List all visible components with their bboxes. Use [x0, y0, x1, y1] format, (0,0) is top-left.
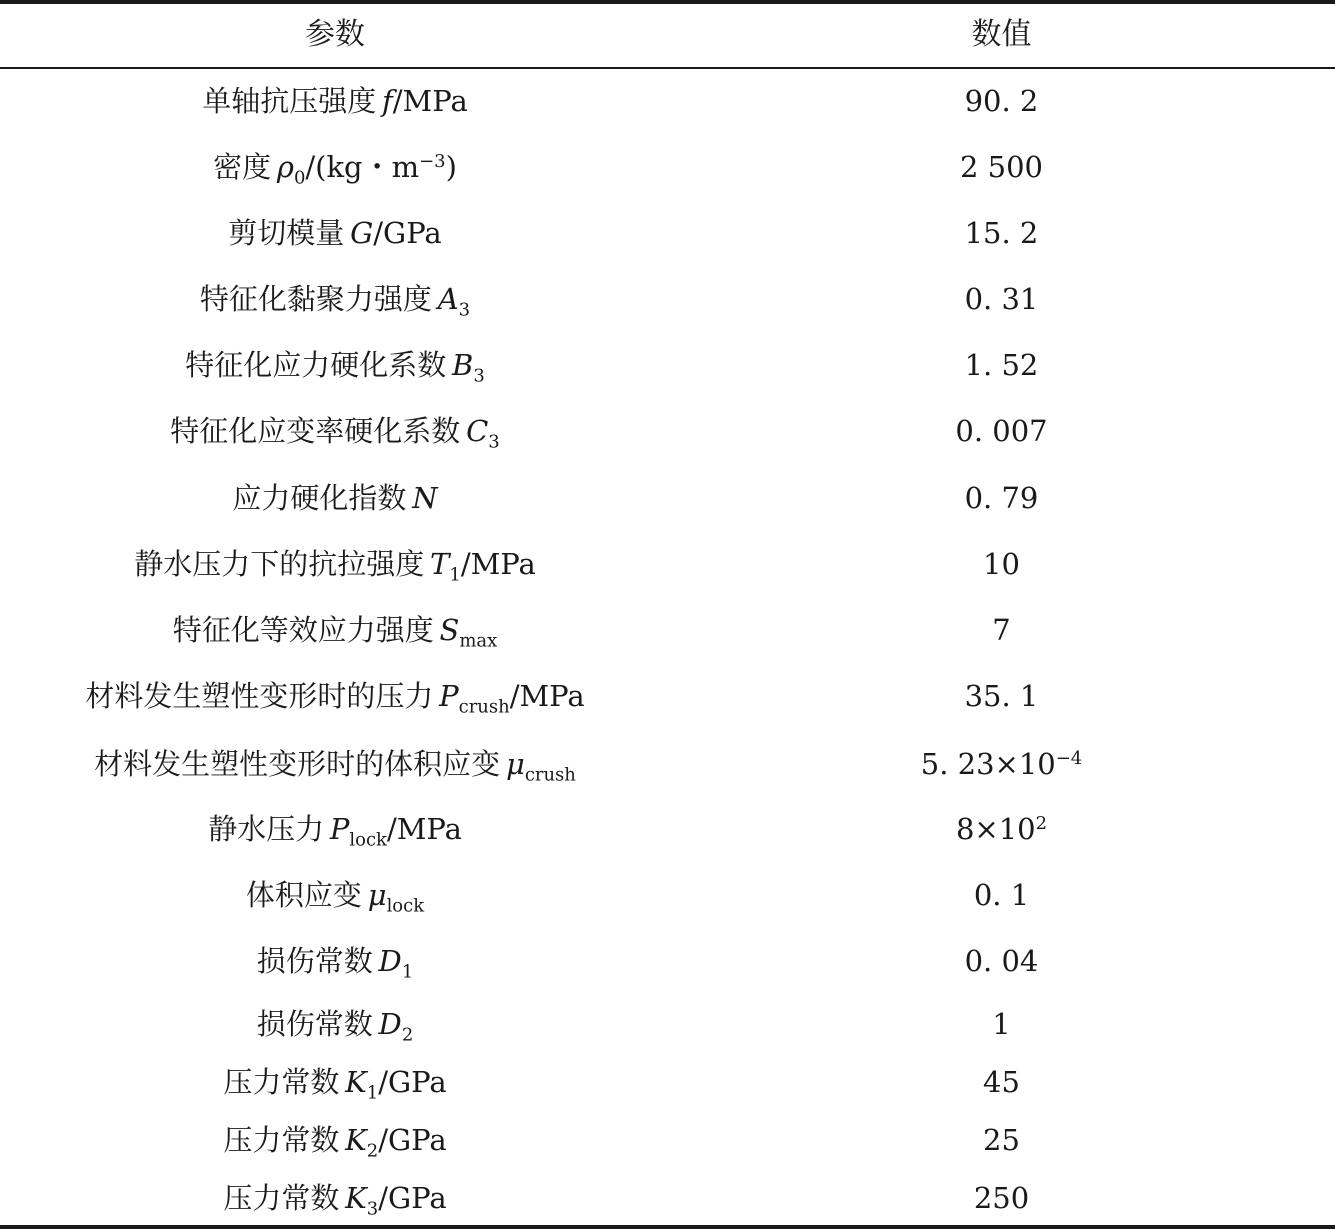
header-value: 数值 [971, 17, 1032, 52]
param-cell [0, 1064, 670, 1103]
param-subscript: 2 [401, 1023, 414, 1045]
value-text: 5. 23×10 [920, 746, 1056, 781]
param-label: 损伤常数 [256, 943, 373, 978]
param-symbol: K [345, 1122, 367, 1157]
param-label: 静水压力 [208, 811, 325, 846]
value-text: 1. 52 [964, 347, 1039, 382]
param-subscript: 3 [366, 1197, 379, 1219]
param-cell [0, 811, 670, 850]
value-cell [835, 281, 1168, 316]
param-unit: /(kg・m [305, 149, 420, 184]
value-text: 2 500 [959, 149, 1044, 184]
param-symbol: μ [505, 746, 525, 781]
value-text: 0. 79 [964, 480, 1039, 515]
param-unit: /MPa [460, 546, 536, 581]
param-cell [0, 943, 670, 982]
value-text: 0. 31 [964, 281, 1039, 316]
param-cell [0, 83, 670, 118]
value-cell [835, 612, 1168, 647]
value-text: 10 [983, 546, 1020, 581]
param-subscript: lock [386, 894, 425, 916]
param-unit: /GPa [373, 215, 442, 250]
param-symbol: K [345, 1064, 367, 1099]
param-label: 特征化应力硬化系数 [185, 347, 447, 382]
value-text: 90. 2 [964, 83, 1039, 118]
value-cell [835, 1006, 1168, 1041]
value-cell [835, 83, 1168, 118]
param-symbol: ρ [276, 149, 294, 184]
table-row [0, 678, 1335, 717]
param-symbol: S [439, 612, 460, 647]
value-exponent: 2 [1035, 812, 1048, 834]
value-cell [835, 811, 1168, 846]
param-symbol: A [437, 281, 459, 316]
param-unit-tail: ) [445, 149, 457, 184]
table-row [0, 1122, 1335, 1161]
param-label: 材料发生塑性变形时的体积应变 [94, 746, 501, 781]
param-subscript: 1 [401, 960, 414, 982]
param-subscript: max [459, 629, 498, 651]
param-symbol: f [382, 83, 393, 118]
table-row [0, 612, 1335, 651]
param-unit: /GPa [378, 1064, 447, 1099]
table-row [0, 347, 1335, 386]
value-text: 25 [983, 1122, 1020, 1157]
param-label: 体积应变 [245, 877, 362, 912]
param-label: 特征化应变率硬化系数 [170, 413, 461, 448]
table-header-row [0, 18, 1335, 52]
param-label: 应力硬化指数 [232, 480, 407, 515]
value-cell [835, 1180, 1168, 1215]
param-unit: /GPa [378, 1180, 447, 1215]
table-header-rule [0, 67, 1335, 69]
param-cell [0, 746, 670, 785]
param-subscript: 3 [458, 298, 471, 320]
header-param: 参数 [305, 17, 365, 52]
param-label: 压力常数 [223, 1064, 340, 1099]
param-symbol: G [350, 215, 374, 250]
param-label: 静水压力下的抗拉强度 [134, 546, 425, 581]
table-row [0, 877, 1335, 916]
value-cell [835, 678, 1168, 713]
param-cell [0, 612, 670, 651]
value-cell [835, 215, 1168, 250]
param-symbol: μ [367, 877, 387, 912]
table-bottom-rule [0, 1225, 1335, 1229]
table-row [0, 746, 1335, 785]
value-text: 7 [992, 612, 1011, 647]
param-label: 压力常数 [223, 1180, 340, 1215]
value-text: 0. 04 [964, 943, 1039, 978]
param-cell [0, 678, 670, 717]
param-label: 损伤常数 [256, 1006, 373, 1041]
table-row [0, 1064, 1335, 1103]
param-label: 特征化等效应力强度 [172, 612, 434, 647]
param-cell [0, 1006, 670, 1045]
value-text: 250 [973, 1180, 1030, 1215]
param-label: 材料发生塑性变形时的压力 [85, 678, 434, 713]
param-subscript: crush [458, 695, 510, 717]
param-subscript: 1 [449, 563, 461, 585]
value-text: 15. 2 [964, 215, 1039, 250]
param-label: 单轴抗压强度 [202, 83, 377, 118]
value-text: 1 [992, 1006, 1011, 1041]
value-cell [835, 1064, 1168, 1099]
table-row [0, 546, 1335, 585]
param-unit-sup: −3 [419, 150, 446, 172]
param-unit: /MPa [509, 678, 585, 713]
value-text: 45 [983, 1064, 1020, 1099]
value-cell [835, 347, 1168, 382]
param-unit: /MPa [386, 811, 462, 846]
table-row [0, 1006, 1335, 1045]
param-cell [0, 877, 670, 916]
param-symbol: C [466, 413, 489, 448]
value-text: 0. 1 [973, 877, 1030, 912]
param-subscript: 2 [366, 1139, 379, 1161]
value-text: 8×10 [955, 811, 1036, 846]
param-cell [0, 215, 670, 250]
param-cell [0, 480, 670, 515]
param-unit: /GPa [378, 1122, 447, 1157]
value-text: 0. 007 [955, 413, 1048, 448]
table-row [0, 1180, 1335, 1219]
param-label: 密度 [213, 149, 272, 184]
value-cell [835, 1122, 1168, 1157]
param-symbol: B [452, 347, 474, 382]
param-symbol: D [378, 1006, 402, 1041]
value-exponent: −4 [1055, 747, 1083, 769]
param-symbol: P [439, 678, 459, 713]
param-subscript: 3 [473, 364, 485, 386]
param-subscript: lock [349, 828, 387, 850]
param-label: 特征化黏聚力强度 [199, 281, 432, 316]
value-cell [835, 746, 1168, 781]
param-cell [0, 413, 670, 452]
table-row [0, 481, 1335, 515]
param-cell [0, 347, 670, 386]
param-symbol: N [412, 480, 438, 515]
table-row [0, 943, 1335, 982]
table-row [0, 216, 1335, 250]
param-cell [0, 1180, 670, 1219]
value-cell [835, 877, 1168, 912]
table-row [0, 84, 1335, 118]
param-cell [0, 1122, 670, 1161]
table-row [0, 413, 1335, 452]
param-label: 剪切模量 [228, 215, 345, 250]
param-cell [0, 149, 670, 188]
value-cell [835, 149, 1168, 184]
param-subscript: 0 [293, 166, 306, 188]
table-row [0, 811, 1335, 850]
table-row [0, 281, 1335, 320]
value-cell [835, 480, 1168, 515]
param-symbol: T [430, 546, 450, 581]
table-top-rule [0, 0, 1335, 4]
param-symbol: K [345, 1180, 367, 1215]
param-subscript: 3 [488, 430, 500, 452]
param-symbol: P [329, 811, 350, 846]
param-cell [0, 281, 670, 320]
param-subscript: crush [524, 763, 576, 785]
param-label: 压力常数 [223, 1122, 340, 1157]
value-cell [835, 546, 1168, 581]
param-unit: /MPa [392, 83, 468, 118]
value-cell [835, 943, 1168, 978]
value-text: 35. 1 [964, 678, 1039, 713]
table-row [0, 149, 1335, 188]
value-cell [835, 413, 1168, 448]
param-cell [0, 546, 670, 585]
param-subscript: 1 [366, 1081, 379, 1103]
param-symbol: D [378, 943, 402, 978]
